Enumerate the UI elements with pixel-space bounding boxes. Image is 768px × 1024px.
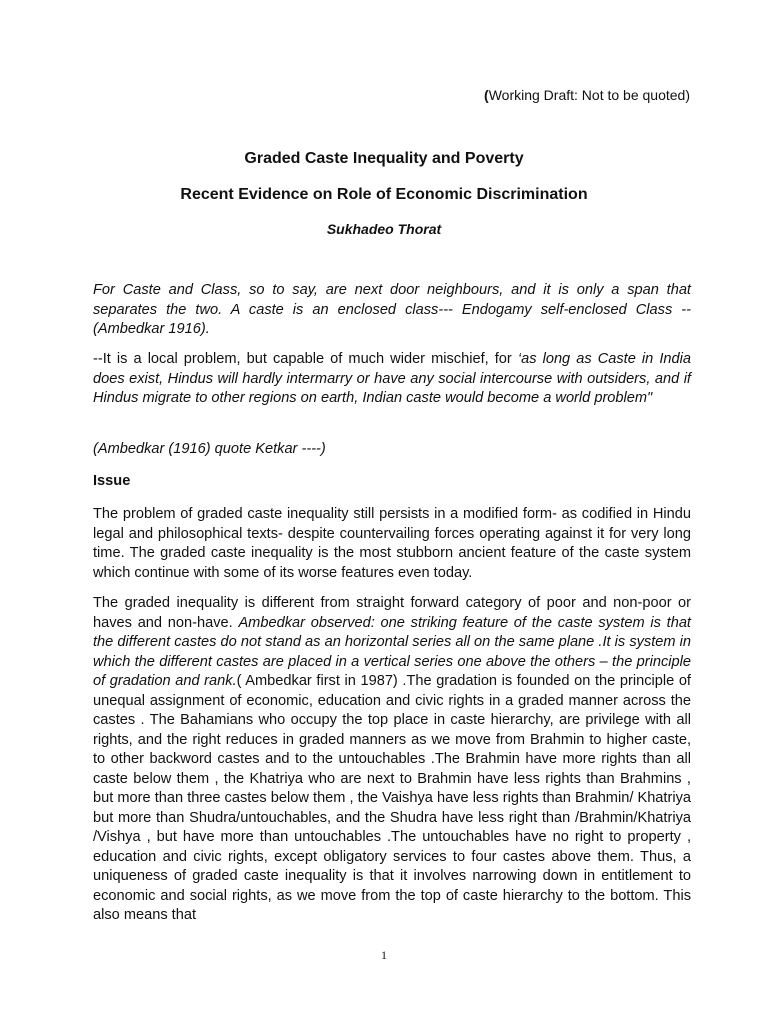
epigraph-quote-2-lead: --It is a local problem, but capable of much wider mischief, for [93,351,518,367]
draft-notice [484,87,690,103]
ambedkar-quote: Ambedkar observed: one striking feature of the caste system is that the different castes do not stand as an horizontal series all on the same plane .It is system in which the different castes are placed in a vertical series one above the others – the principle of gradation and rank. [93,614,691,689]
draft-notice-text: Working Draft: Not to be quoted) [488,87,690,103]
page-number: 1 [381,948,387,962]
epigraph-citation: (Ambedkar (1916) quote Ketkar ----) [93,441,326,457]
author-name: Sukhadeo Thorat [326,221,442,237]
section-heading: Issue [93,473,131,489]
body-paragraph-1: The problem of graded caste inequality still persists in a modified form- as codified in Hindu legal and philosophical texts- despite countervailing forces operating against it for very long time. The graded caste inequality is the most stubborn ancient feature of the caste system which continue with some of its worse features even today. [93,506,691,581]
epigraph-quote-2-italic: ‘as long as Caste in India does exist, Hindus will hardly intermarry or have any social intercourse with outsiders, and if Hindus migrate to other regions on earth, Indian caste would become a world problem" [93,351,691,406]
epigraph-quote-1: For Caste and Class, so to say, are next door neighbours, and it is only a span that separates the two. A caste is an enclosed class--- Endogamy self-enclosed Class -- (Ambedkar 1916). [93,282,691,337]
draft-open-paren: ( [484,87,489,103]
document-subtitle: Recent Evidence on Role of Economic Discrimination [180,186,588,203]
paragraph-2-lead: The graded inequality is different from straight forward category of poor and non-poor or haves and non-have. [93,595,691,631]
epigraph-quote-2 [93,350,691,409]
body-paragraph-2 [93,594,691,926]
paragraph-2-body: ( Ambedkar first in 1987) .The gradation is founded on the principle of unequal assignment of economic, education and civic rights in a graded manner across the castes . The Bahamians who occupy the top place in caste hierarchy, are privilege with all rights, and the right reduces in graded manners as we move from Brahmin to higher caste, to other backword castes and to the untouchables .The Brahmin have more rights than all caste below them , the Khatriya who are next to Brahmin have less rights than Brahmins , but more than three castes below them , the Vaishya have less rights than Brahmin/ Khatriya but more than Shudra/untouchables, and the Shudra have less right than /Brahmin/Khatriya /Vishya , but have more than untouchables .The untouchables have no right to property , education and civic rights, except obligatory services to four castes above them. Thus, a uniqueness of graded caste inequality is that it involves narrowing down in entitlement to economic and social rights, as we move from the top of caste hierarchy to the bottom. This also means that [93,673,691,923]
document-title: Graded Caste Inequality and Poverty [244,150,524,167]
